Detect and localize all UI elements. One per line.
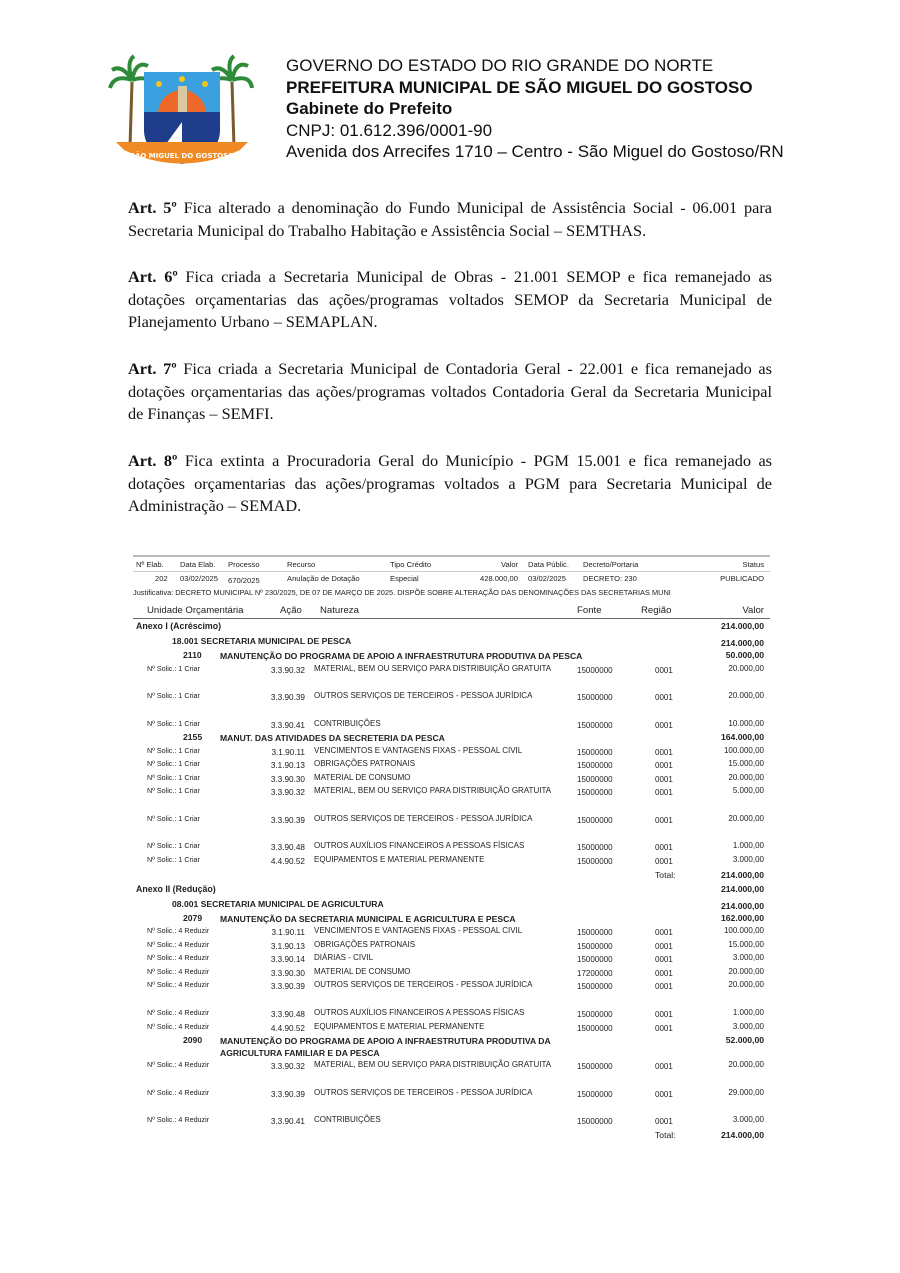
natureza-code-cell: 4.4.90.52 [270, 1023, 305, 1033]
budget-unit-row [133, 634, 770, 649]
solicitation-cell: Nº Solic.: 1 Criar [147, 854, 200, 864]
table-row [133, 772, 770, 786]
header-line-gabinete: Gabinete do Prefeito [286, 99, 453, 118]
article-text: Fica criada a Secretaria Municipal de Obras - 21.001 SEMOP e fica remanejado as dotações orçamentarias das ações/programas voltados SEMOP da Secretaria Municipal de Planejamento Urbano – SEMAPLAN. [128, 267, 773, 331]
action-total: 162.000,00 [720, 912, 764, 923]
fonte-cell: 15000000 [577, 1089, 613, 1099]
natureza-description-cell: OUTROS SERVIÇOS DE TERCEIROS - PESSOA JURÍDICA [314, 813, 533, 823]
valor-cell: 20.000,00 [728, 663, 764, 673]
action-total: 52.000,00 [725, 1035, 764, 1046]
table-row [133, 840, 770, 854]
column-header: Natureza [320, 605, 359, 616]
table-row [133, 663, 770, 691]
budget-unit-label: 08.001 SECRETARIA MUNICIPAL DE AGRICULTURA [172, 898, 384, 909]
budget-unit-label: 18.001 SECRETARIA MUNICIPAL DE PESCA [172, 636, 352, 646]
valor-cell: 20.000,00 [728, 1060, 764, 1070]
natureza-description-cell: MATERIAL, BEM OU SERVIÇO PARA DISTRIBUIÇÃO GRATUITA [314, 786, 552, 796]
article-6 [128, 266, 772, 334]
fonte-cell: 15000000 [577, 788, 613, 798]
regiao-cell: 0001 [655, 1062, 673, 1072]
natureza-description-cell: CONTRIBUIÇÕES [314, 718, 381, 728]
action-label: MANUT. DAS ATIVIDADES DA SECRETERIA DA PESCA [220, 733, 445, 744]
meta-header: Processo [228, 560, 260, 569]
natureza-code-cell: 3.3.90.30 [270, 774, 305, 784]
natureza-code-cell: 3.3.90.32 [270, 788, 305, 798]
action-total: 50.000,00 [725, 650, 764, 660]
annex-row [133, 882, 770, 897]
fonte-cell: 15000000 [577, 1023, 613, 1033]
fonte-cell: 15000000 [577, 1117, 613, 1127]
column-header-row [133, 602, 770, 619]
column-header: Ação [280, 605, 302, 616]
column-header: Unidade Orçamentária [147, 605, 244, 616]
fonte-cell: 15000000 [577, 941, 613, 951]
valor-cell: 1.000,00 [732, 841, 764, 851]
natureza-code-cell: 3.3.90.48 [270, 843, 305, 853]
fonte-cell: 15000000 [577, 761, 613, 771]
natureza-code-cell: 3.3.90.41 [270, 1117, 305, 1127]
valor-cell: 20.000,00 [728, 966, 764, 976]
regiao-cell: 0001 [655, 815, 673, 825]
article-label: Art. 7º [128, 359, 177, 378]
annex-label: Anexo I (Acréscimo) [136, 621, 222, 631]
table-row [133, 758, 770, 772]
budget-unit-row [133, 897, 770, 912]
header-line-address: Avenida dos Arrecifes 1710 – Centro - São Miguel do Gostoso/RN [286, 142, 784, 161]
article-text: Fica extinta a Procuradoria Geral do Município - PGM 15.001 e fica remanejado as dotações orçamentarias das ações/programas voltados a PGM para Secretaria Municipal de Administração – SEMAD. [128, 451, 773, 515]
natureza-description-cell: MATERIAL, BEM OU SERVIÇO PARA DISTRIBUIÇÃO GRATUITA [314, 1060, 552, 1070]
action-row [133, 1034, 770, 1059]
solicitation-cell: Nº Solic.: 4 Reduzir [147, 1021, 210, 1031]
total-label: Total: [655, 1129, 676, 1140]
natureza-code-cell: 3.3.90.39 [270, 693, 305, 702]
fonte-cell: 15000000 [577, 774, 613, 784]
action-code: 2090 [183, 1035, 203, 1046]
natureza-code-cell: 3.3.90.39 [270, 1089, 305, 1099]
header-line-government: GOVERNO DO ESTADO DO RIO GRANDE DO NORTE [286, 56, 714, 75]
article-8 [128, 450, 772, 518]
column-header: Fonte [577, 605, 602, 616]
meta-value: Especial [390, 574, 419, 583]
header-line-prefeitura: PREFEITURA MUNICIPAL DE SÃO MIGUEL DO GOSTOSO [286, 77, 753, 97]
total-row [133, 1128, 770, 1142]
table-row [133, 979, 770, 1007]
solicitation-cell: Nº Solic.: 1 Criar [147, 841, 200, 851]
table-row [133, 1087, 770, 1115]
regiao-cell: 0001 [655, 665, 673, 675]
table-row [133, 966, 770, 980]
meta-value: DECRETO: 230 [583, 574, 637, 583]
valor-cell: 29.000,00 [728, 1087, 764, 1097]
natureza-description-cell: OUTROS SERVIÇOS DE TERCEIROS - PESSOA JURÍDICA [314, 980, 533, 990]
meta-header: Status [742, 560, 764, 569]
natureza-code-cell: 3.3.90.32 [270, 665, 305, 675]
valor-cell: 5.000,00 [732, 786, 764, 796]
natureza-code-cell: 3.3.90.14 [270, 955, 305, 965]
natureza-description-cell: OUTROS AUXÍLIOS FINANCEIROS A PESSOAS FÍSICAS [314, 841, 525, 851]
valor-cell: 3.000,00 [732, 854, 764, 864]
regiao-cell: 0001 [655, 1009, 673, 1019]
regiao-cell: 0001 [655, 1023, 673, 1033]
table-row [133, 952, 770, 966]
valor-cell: 100.000,00 [723, 926, 764, 936]
action-code: 2079 [183, 912, 203, 923]
table-row [133, 813, 770, 841]
natureza-code-cell: 3.1.90.13 [270, 941, 305, 951]
meta-header: Recurso [287, 560, 316, 569]
valor-cell: 20.000,00 [728, 980, 764, 990]
letterhead [286, 55, 784, 163]
fonte-cell: 15000000 [577, 1062, 613, 1072]
action-row [133, 649, 770, 663]
natureza-code-cell: 3.1.90.11 [271, 747, 305, 757]
action-label: MANUTENÇÃO DO PROGRAMA DE APOIO A INFRAESTRUTURA PRODUTIVA DA AGRICULTURA FAMILIAR E DA PESCA [220, 1036, 551, 1059]
table-row [133, 854, 770, 868]
justificativa: Justificativa: DECRETO MUNICIPAL Nº 230/2025, DE 07 DE MARÇO DE 2025. DISPÕE SOBRE ALTERAÇÃO DAS DENOMINAÇÕES DAS SECRETARIAS MUNI [133, 588, 671, 597]
regiao-cell: 0001 [655, 774, 673, 784]
regiao-cell: 0001 [655, 928, 673, 938]
regiao-cell: 0001 [655, 955, 673, 965]
natureza-code-cell: 3.3.90.30 [270, 968, 305, 978]
solicitation-cell: Nº Solic.: 4 Reduzir [147, 1007, 210, 1017]
budget-credit-table [133, 555, 770, 1142]
annex-total: 214.000,00 [720, 883, 764, 894]
solicitation-cell: Nº Solic.: 4 Reduzir [147, 953, 210, 963]
valor-cell: 20.000,00 [728, 813, 764, 823]
solicitation-cell: Nº Solic.: 1 Criar [147, 786, 200, 796]
natureza-description-cell: OUTROS SERVIÇOS DE TERCEIROS - PESSOA JURÍDICA [314, 1087, 533, 1097]
table-row [133, 1114, 770, 1128]
action-row [133, 912, 770, 926]
meta-value-row [133, 571, 770, 586]
solicitation-cell: Nº Solic.: 4 Reduzir [147, 1060, 210, 1070]
natureza-code-cell: 3.3.90.39 [270, 815, 305, 825]
table-row [133, 785, 770, 813]
solicitation-cell: Nº Solic.: 1 Criar [147, 813, 200, 823]
article-text: Fica alterado a denominação do Fundo Municipal de Assistência Social - 06.001 para Secretaria Municipal do Trabalho Habitação e Assistência Social – SEMTHAS. [128, 198, 773, 240]
total-label: Total: [655, 869, 676, 880]
fonte-cell: 15000000 [577, 815, 613, 825]
table-row [133, 939, 770, 953]
natureza-description-cell: EQUIPAMENTOS E MATERIAL PERMANENTE [314, 854, 485, 864]
annex-label: Anexo II (Redução) [136, 883, 216, 894]
natureza-description-cell: OBRIGAÇÕES PATRONAIS [314, 939, 416, 949]
solicitation-cell: Nº Solic.: 1 Criar [147, 663, 200, 673]
regiao-cell: 0001 [655, 856, 673, 866]
valor-cell: 10.000,00 [728, 718, 764, 728]
natureza-description-cell: EQUIPAMENTOS E MATERIAL PERMANENTE [314, 1021, 485, 1031]
natureza-code-cell: 3.3.90.32 [270, 1062, 305, 1072]
fonte-cell: 15000000 [577, 747, 613, 757]
article-label: Art. 8º [128, 451, 178, 470]
natureza-code-cell: 3.1.90.11 [271, 928, 305, 938]
table-row [133, 1021, 770, 1035]
regiao-cell: 0001 [655, 968, 673, 978]
solicitation-cell: Nº Solic.: 4 Reduzir [147, 980, 210, 990]
natureza-description-cell: OBRIGAÇÕES PATRONAIS [314, 759, 416, 769]
article-5 [128, 197, 772, 242]
natureza-description-cell: CONTRIBUIÇÕES [314, 1115, 381, 1125]
table-row [133, 718, 770, 732]
action-row [133, 731, 770, 745]
regiao-cell: 0001 [655, 982, 673, 992]
regiao-cell: 0001 [655, 720, 673, 730]
meta-header: Data Elab. [180, 560, 216, 569]
divider [133, 555, 770, 557]
solicitation-cell: Nº Solic.: 1 Criar [147, 718, 200, 728]
valor-cell: 100.000,00 [723, 745, 764, 755]
article-label: Art. 5º [128, 198, 177, 217]
table-row [133, 925, 770, 939]
regiao-cell: 0001 [655, 747, 673, 757]
regiao-cell: 0001 [655, 1089, 673, 1099]
valor-cell: 20.000,00 [728, 691, 764, 700]
valor-cell: 3.000,00 [732, 953, 764, 963]
natureza-code-cell: 3.3.90.39 [270, 982, 305, 992]
natureza-description-cell: OUTROS AUXÍLIOS FINANCEIROS A PESSOAS FÍSICAS [314, 1007, 525, 1017]
table-row [133, 1007, 770, 1021]
table-row [133, 690, 770, 718]
fonte-cell: 15000000 [577, 693, 613, 702]
regiao-cell: 0001 [655, 693, 673, 702]
solicitation-cell: Nº Solic.: 4 Reduzir [147, 966, 210, 976]
fonte-cell: 17200000 [577, 968, 613, 978]
annex-total: 214.000,00 [720, 621, 764, 631]
fonte-cell: 15000000 [577, 955, 613, 965]
article-label: Art. 6º [128, 267, 178, 286]
meta-header: Decreto/Portaria [583, 560, 639, 569]
meta-header: Tipo Crédito [390, 560, 432, 569]
solicitation-cell: Nº Solic.: 1 Criar [147, 772, 200, 782]
fonte-cell: 15000000 [577, 843, 613, 853]
natureza-description-cell: MATERIAL DE CONSUMO [314, 772, 411, 782]
natureza-code-cell: 3.3.90.41 [270, 720, 305, 730]
solicitation-cell: Nº Solic.: 4 Reduzir [147, 1087, 210, 1097]
meta-header: Valor [501, 560, 519, 569]
table-row [133, 1059, 770, 1087]
natureza-code-cell: 4.4.90.52 [270, 856, 305, 866]
fonte-cell: 15000000 [577, 665, 613, 675]
article-text: Fica criada a Secretaria Municipal de Contadoria Geral - 22.001 e fica remanejado as dotações orçamentarias das ações/programas voltados Contadoria Geral da Secretaria Municipal de Finanças – SEMFI. [128, 359, 772, 423]
budget-unit-total: 214.000,00 [720, 638, 764, 648]
annex-row [133, 619, 770, 634]
municipal-coat-of-arms-logo [108, 52, 256, 172]
fonte-cell: 15000000 [577, 1009, 613, 1019]
action-label: MANUTENÇÃO DA SECRETARIA MUNICIPAL E AGRICULTURA E PESCA [220, 913, 516, 924]
fonte-cell: 15000000 [577, 856, 613, 866]
regiao-cell: 0001 [655, 1117, 673, 1127]
solicitation-cell: Nº Solic.: 1 Criar [147, 691, 200, 700]
regiao-cell: 0001 [655, 843, 673, 853]
regiao-cell: 0001 [655, 761, 673, 771]
table-row [133, 745, 770, 759]
valor-cell: 3.000,00 [732, 1115, 764, 1125]
article-7 [128, 358, 772, 426]
natureza-description-cell: DIÁRIAS - CIVIL [314, 953, 374, 963]
solicitation-cell: Nº Solic.: 4 Reduzir [147, 1115, 210, 1125]
meta-value: 670/2025 [228, 576, 260, 585]
action-code: 2110 [183, 650, 202, 660]
total-value: 214.000,00 [720, 869, 764, 880]
action-label: MANUTENÇÃO DO PROGRAMA DE APOIO A INFRAESTRUTURA PRODUTIVA DA PESCA [220, 651, 583, 661]
solicitation-cell: Nº Solic.: 4 Reduzir [147, 926, 210, 936]
natureza-description-cell: MATERIAL DE CONSUMO [314, 966, 411, 976]
total-value: 214.000,00 [720, 1129, 764, 1140]
total-row [133, 868, 770, 882]
column-header: Valor [742, 605, 764, 616]
natureza-description-cell: OUTROS SERVIÇOS DE TERCEIROS - PESSOA JURÍDICA [314, 691, 533, 700]
logo-text: SÃO MIGUEL DO GOSTOSO [129, 152, 235, 160]
valor-cell: 1.000,00 [732, 1007, 764, 1017]
valor-cell: 15.000,00 [728, 759, 764, 769]
valor-cell: 20.000,00 [728, 772, 764, 782]
action-code: 2155 [183, 732, 203, 743]
meta-header: Nº Elab. [136, 560, 164, 569]
meta-value: Anulação de Dotação [287, 574, 360, 583]
natureza-description-cell: VENCIMENTOS E VANTAGENS FIXAS - PESSOAL CIVIL [314, 926, 523, 936]
natureza-code-cell: 3.1.90.13 [270, 761, 305, 771]
meta-value: 03/02/2025 [528, 574, 567, 583]
meta-header: Data Públic. [528, 560, 569, 569]
regiao-cell: 0001 [655, 788, 673, 798]
meta-value: 202 [155, 574, 168, 583]
meta-header-row [133, 558, 770, 571]
solicitation-cell: Nº Solic.: 4 Reduzir [147, 939, 210, 949]
column-header: Região [641, 605, 672, 616]
valor-cell: 15.000,00 [728, 939, 764, 949]
fonte-cell: 15000000 [577, 720, 613, 730]
meta-value: 428.000,00 [480, 574, 519, 583]
valor-cell: 3.000,00 [732, 1021, 764, 1031]
table-body [133, 619, 770, 1142]
natureza-description-cell: MATERIAL, BEM OU SERVIÇO PARA DISTRIBUIÇÃO GRATUITA [314, 663, 552, 673]
fonte-cell: 15000000 [577, 928, 613, 938]
header-line-cnpj: CNPJ: 01.612.396/0001-90 [286, 120, 493, 140]
fonte-cell: 15000000 [577, 982, 613, 992]
regiao-cell: 0001 [655, 941, 673, 951]
natureza-code-cell: 3.3.90.48 [270, 1009, 305, 1019]
solicitation-cell: Nº Solic.: 1 Criar [147, 745, 200, 755]
solicitation-cell: Nº Solic.: 1 Criar [147, 759, 200, 769]
meta-value: 03/02/2025 [180, 574, 219, 583]
budget-unit-total: 214.000,00 [720, 900, 764, 911]
meta-value: PUBLICADO [720, 574, 764, 583]
action-total: 164.000,00 [720, 732, 764, 743]
natureza-description-cell: VENCIMENTOS E VANTAGENS FIXAS - PESSOAL CIVIL [314, 745, 523, 755]
